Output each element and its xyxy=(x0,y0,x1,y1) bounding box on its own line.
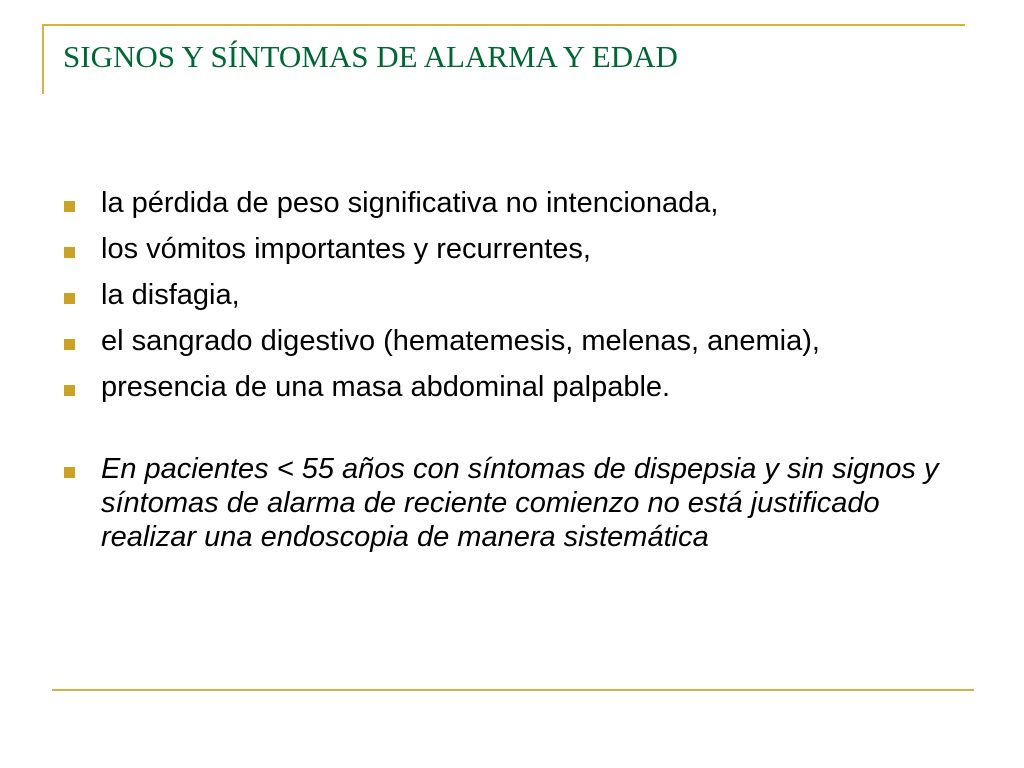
slide-title: SIGNOS Y SÍNTOMAS DE ALARMA Y EDAD xyxy=(63,39,678,74)
square-bullet-icon xyxy=(64,247,75,258)
list-item-text: la disfagia, xyxy=(101,279,240,311)
list-item-text: presencia de una masa abdominal palpable. xyxy=(101,371,671,403)
list-item-text: el sangrado digestivo (hematemesis, melenas, anemia), xyxy=(101,325,820,357)
note-item xyxy=(64,452,964,554)
list-item xyxy=(64,232,964,266)
bottom-border-line xyxy=(52,689,974,691)
left-border-line xyxy=(42,24,44,94)
list-item xyxy=(64,370,964,404)
note-text: En pacientes < 55 años con síntomas de dispepsia y sin signos y síntomas de alarma de reciente comienzo no está justificado realizar una endoscopia de manera sistemática xyxy=(101,453,939,553)
list-item xyxy=(64,278,964,312)
square-bullet-icon xyxy=(64,385,75,396)
bullet-list xyxy=(64,186,964,554)
list-item xyxy=(64,186,964,220)
top-border-line xyxy=(42,24,965,26)
square-bullet-icon xyxy=(64,339,75,350)
slide-content xyxy=(64,186,964,554)
list-item-text: la pérdida de peso significativa no intencionada, xyxy=(101,187,719,219)
square-bullet-icon xyxy=(64,201,75,212)
list-item-text: los vómitos importantes y recurrentes, xyxy=(101,233,591,265)
list-item xyxy=(64,324,964,358)
square-bullet-icon xyxy=(64,467,75,478)
square-bullet-icon xyxy=(64,293,75,304)
